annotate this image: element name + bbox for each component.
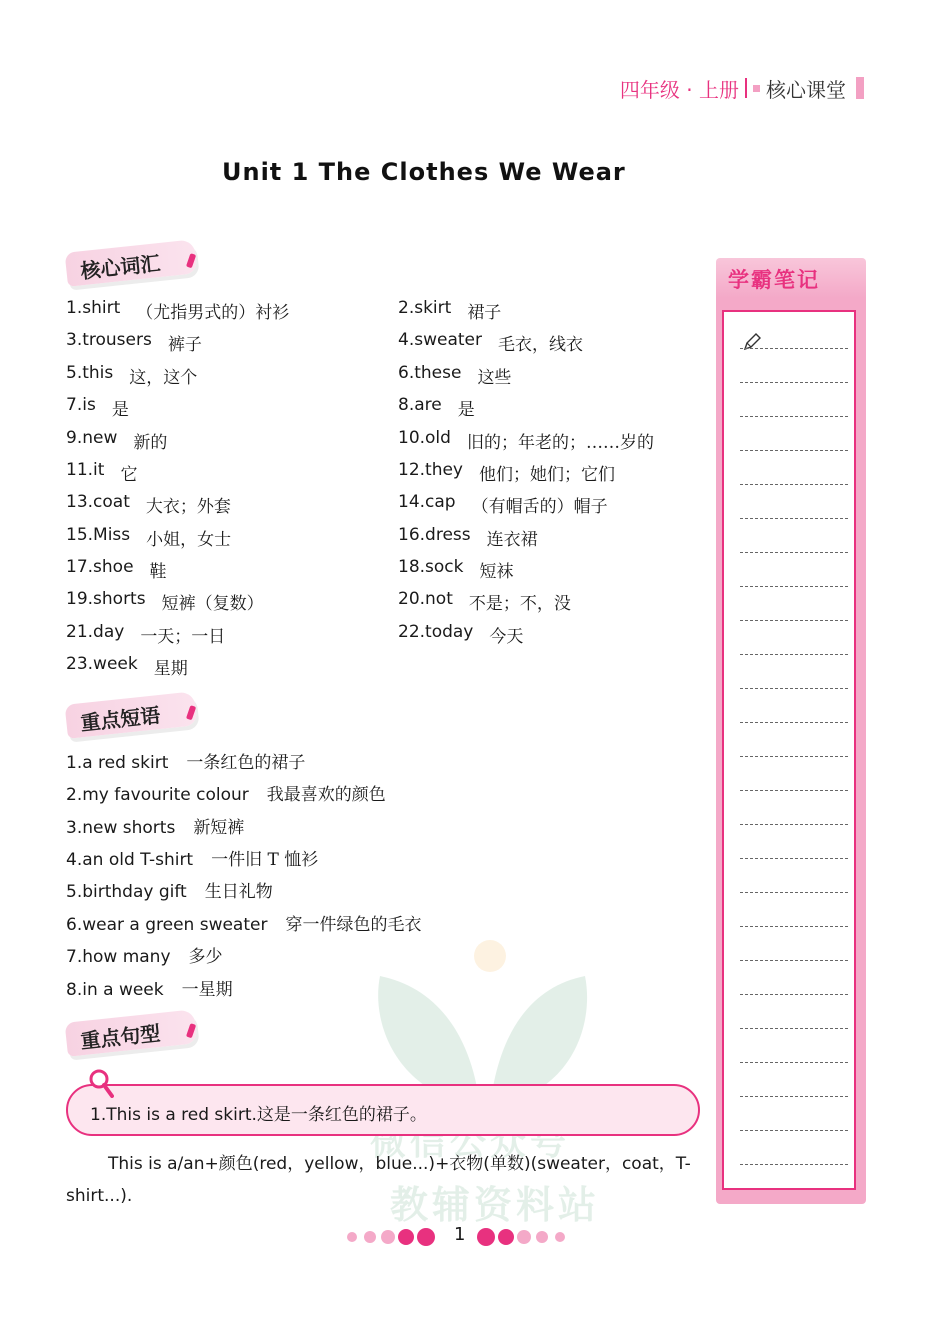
note-line bbox=[740, 722, 848, 723]
note-line bbox=[740, 1130, 848, 1131]
vocab-item: 4.sweater 毛衣，线衣 bbox=[398, 330, 583, 355]
vocab-item: 6.these 这些 bbox=[398, 363, 512, 388]
vocab-item: 14.cap （有帽舌的）帽子 bbox=[398, 492, 608, 517]
phrase-item: 1.a red skirt 一条红色的裙子 bbox=[66, 753, 306, 773]
phrase-item: 3.new shorts 新短裤 bbox=[66, 818, 245, 838]
notes-header bbox=[716, 258, 866, 298]
footer-dot-icon bbox=[417, 1228, 435, 1246]
note-line bbox=[740, 994, 848, 995]
section-label: 核心课堂 bbox=[766, 77, 846, 102]
note-line bbox=[740, 450, 848, 451]
note-line bbox=[740, 858, 848, 859]
sentence-pattern: This is a/an+颜色(red，yellow，blue...)+衣物(单数)(sweater，coat，T-shirt...). bbox=[66, 1154, 691, 1206]
note-line bbox=[740, 416, 848, 417]
note-line bbox=[740, 518, 848, 519]
footer-dot-icon bbox=[381, 1230, 395, 1244]
header-bar-icon bbox=[856, 77, 864, 99]
vocab-item: 23.week 星期 bbox=[66, 654, 188, 679]
section-tag-label: 重点句型 bbox=[79, 1021, 162, 1054]
vocab-item: 19.shorts 短裤（复数） bbox=[66, 589, 264, 614]
note-line bbox=[740, 960, 848, 961]
section-tag-sentences bbox=[65, 1009, 198, 1056]
phrase-item: 5.birthday gift 生日礼物 bbox=[66, 882, 273, 902]
footer-dot-icon bbox=[498, 1229, 514, 1245]
note-line bbox=[740, 892, 848, 893]
phrase-item: 2.my favourite colour 我最喜欢的颜色 bbox=[66, 785, 386, 805]
vocab-item: 20.not 不是；不，没 bbox=[398, 589, 571, 614]
header-divider bbox=[745, 78, 747, 98]
vocab-item: 15.Miss 小姐，女士 bbox=[66, 525, 232, 550]
page-header bbox=[620, 72, 864, 104]
note-line bbox=[740, 552, 848, 553]
phrase-item: 4.an old T-shirt 一件旧 T 恤衫 bbox=[66, 850, 319, 870]
vocab-item: 16.dress 连衣裙 bbox=[398, 525, 538, 550]
note-line bbox=[740, 1062, 848, 1063]
note-line bbox=[740, 348, 848, 349]
notes-title: 学霸笔记 bbox=[728, 268, 820, 292]
footer-dot-icon bbox=[364, 1231, 376, 1243]
grade-label: 四年级 · 上册 bbox=[619, 77, 739, 102]
note-line bbox=[740, 1096, 848, 1097]
key-sentence: 1.This is a red skirt.这是一条红色的裙子。 bbox=[90, 1105, 427, 1125]
vocab-item: 11.it 它 bbox=[66, 460, 138, 485]
vocab-item: 8.are 是 bbox=[398, 395, 475, 420]
watermark-text: 教辅资料站 bbox=[390, 1183, 601, 1227]
vocab-item: 5.this 这，这个 bbox=[66, 363, 198, 388]
key-sentence-box bbox=[66, 1084, 700, 1136]
footer-dot-icon bbox=[517, 1230, 531, 1244]
note-line bbox=[740, 790, 848, 791]
vocab-item: 9.new 新的 bbox=[66, 428, 168, 453]
note-line bbox=[740, 620, 848, 621]
vocab-item: 13.coat 大衣；外套 bbox=[66, 492, 231, 517]
vocab-item: 1.shirt （尤指男式的）衬衫 bbox=[66, 298, 290, 323]
footer-dot-icon bbox=[555, 1232, 565, 1242]
page-footer bbox=[0, 1224, 950, 1252]
page-number: 1 bbox=[454, 1224, 466, 1245]
vocab-item: 7.is 是 bbox=[66, 395, 129, 420]
note-line bbox=[740, 824, 848, 825]
note-line bbox=[740, 654, 848, 655]
note-line bbox=[740, 484, 848, 485]
section-tag-phrases bbox=[65, 691, 198, 738]
header-square-icon bbox=[753, 85, 760, 92]
vocab-item: 18.sock 短袜 bbox=[398, 557, 514, 582]
note-line bbox=[740, 1164, 848, 1165]
footer-dot-icon bbox=[477, 1228, 495, 1246]
footer-dot-icon bbox=[536, 1231, 548, 1243]
phrase-item: 7.how many 多少 bbox=[66, 947, 223, 967]
note-line bbox=[740, 756, 848, 757]
note-line bbox=[740, 1028, 848, 1029]
footer-dot-icon bbox=[398, 1229, 414, 1245]
vocab-item: 21.day 一天；一日 bbox=[66, 622, 226, 647]
footer-dot-icon bbox=[347, 1232, 357, 1242]
notes-area bbox=[722, 310, 856, 1190]
vocab-item: 10.old 旧的；年老的；……岁的 bbox=[398, 428, 654, 453]
note-line bbox=[740, 926, 848, 927]
phrase-item: 6.wear a green sweater 穿一件绿色的毛衣 bbox=[66, 915, 422, 935]
unit-title: Unit 1 The Clothes We Wear bbox=[222, 158, 626, 186]
pencil-icon bbox=[742, 332, 762, 352]
vocab-item: 17.shoe 鞋 bbox=[66, 557, 167, 582]
note-line bbox=[740, 688, 848, 689]
vocab-item: 22.today 今天 bbox=[398, 622, 524, 647]
note-line bbox=[740, 586, 848, 587]
vocab-item: 2.skirt 裙子 bbox=[398, 298, 502, 323]
magnifier-icon bbox=[88, 1068, 114, 1098]
phrase-item: 8.in a week 一星期 bbox=[66, 980, 233, 1000]
vocab-item: 3.trousers 裤子 bbox=[66, 330, 202, 355]
vocab-item: 12.they 他们；她们；它们 bbox=[398, 460, 615, 485]
note-line bbox=[740, 382, 848, 383]
section-tag-label: 核心词汇 bbox=[79, 251, 162, 284]
section-tag-vocab bbox=[65, 239, 198, 286]
notes-panel bbox=[716, 298, 866, 1204]
section-tag-label: 重点短语 bbox=[79, 703, 162, 736]
watermark-text: 微信公众号 bbox=[370, 1122, 571, 1163]
